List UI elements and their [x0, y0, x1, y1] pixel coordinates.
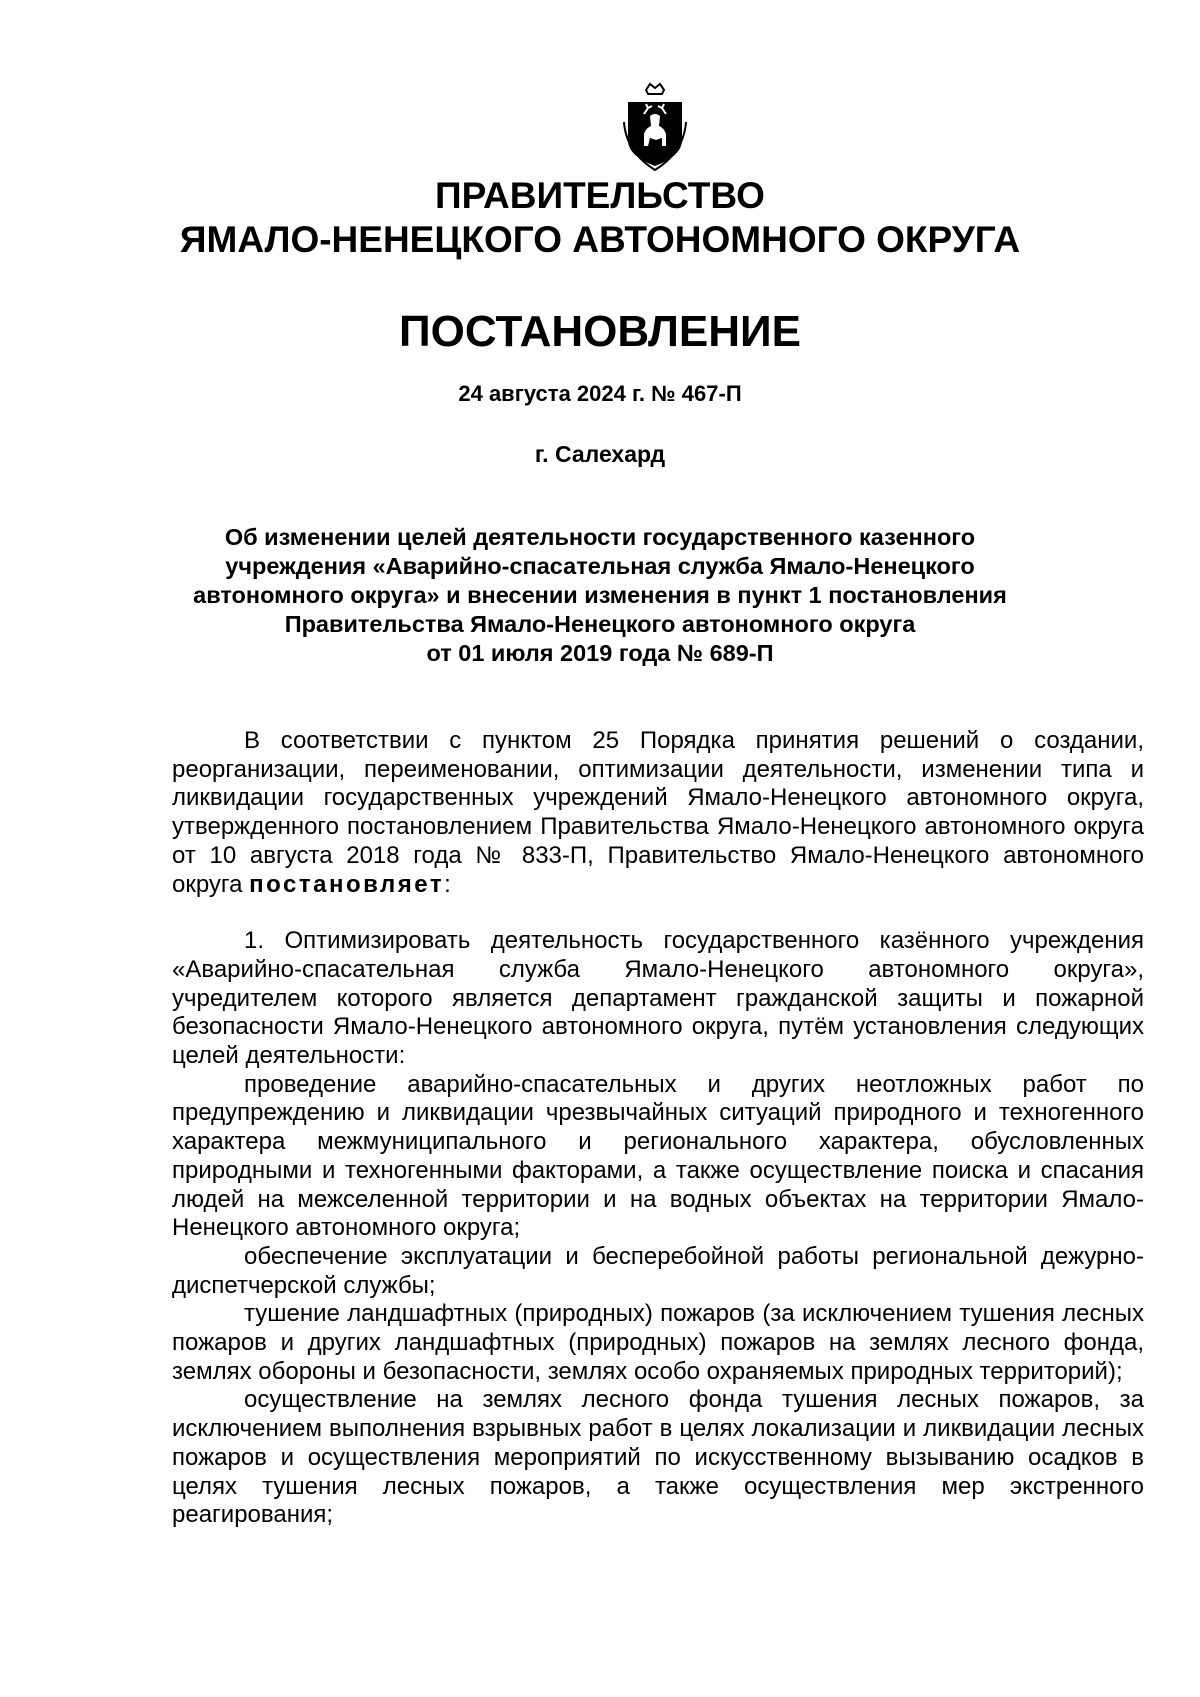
government-title-line1: ПРАВИТЕЛЬСТВО [435, 175, 765, 216]
document-type: ПОСТАНОВЛЕНИЕ [398, 307, 802, 356]
document-body [172, 727, 1144, 1530]
subject-line: от 01 июля 2019 года № 689-П [426, 640, 774, 666]
document-subject [160, 523, 1040, 668]
body-paragraph: 1. Оптимизировать деятельность государственного казённого учреждения «Аварийно-спасательная служба Ямало-Ненецкого автономного округа», учредителем которого является департамент гражданской защиты и пожарной безопасности Ямало-Ненецкого автономного округа, путём установления следующих целей деятельности: [172, 927, 1144, 1070]
subject-line: Об изменении целей деятельности государственного казенного [224, 524, 976, 550]
subject-line: учреждения «Аварийно-спасательная служба Ямало-Ненецкого [225, 553, 975, 579]
preamble-paragraph [172, 727, 1144, 899]
preamble-end: : [444, 870, 451, 898]
subject-line: Правительства Ямало-Ненецкого автономного округа [284, 611, 916, 637]
preamble-text: В соответствии с пунктом 25 Порядка принятия решений о создании, реорганизации, переименовании, оптимизации деятельности, изменении типа и ликвидации государственных учреждений Ямало-Ненецкого автономного округа, утвержденного постановлением Правительства Ямало-Ненецкого автономного округа от 10 августа 2018 года № 833-П, Правительство Ямало-Ненецкого автономного округа [172, 727, 1144, 898]
body-paragraph: обеспечение эксплуатации и бесперебойной работы региональной дежурно-диспетчерской службы; [172, 1242, 1144, 1299]
document-date-number: 24 августа 2024 г. № 467-П [458, 381, 742, 406]
decree-word: постановляет [249, 870, 445, 898]
subject-line: автономного округа» и внесении изменения в пункт 1 постановления [193, 582, 1007, 608]
coat-of-arms-icon [622, 82, 688, 172]
body-paragraph: тушение ландшафтных (природных) пожаров (за исключением тушения лесных пожаров и других ландшафтных (природных) пожаров на землях лесного фонда, землях обороны и безопасности, землях особо охраняемых природных территорий); [172, 1300, 1144, 1385]
document-city: г. Салехард [534, 441, 666, 467]
government-title-line2: ЯМАЛО-НЕНЕЦКОГО АВТОНОМНОГО ОКРУГА [179, 219, 1021, 260]
body-paragraph: осуществление на землях лесного фонда тушения лесных пожаров, за исключением выполнения взрывных работ в целях локализации и ликвидации лесных пожаров и осуществления мероприятий по искусственному вызыванию осадков в целях тушения лесных пожаров, а также осуществления мер экстренного реагирования; [172, 1386, 1144, 1529]
body-paragraph: проведение аварийно-спасательных и других неотложных работ по предупреждению и ликвидации чрезвычайных ситуаций природного и техногенного характера межмуниципального и регионального характера, обусловленных природными и техногенными факторами, а также осуществление поиска и спасания людей на межселенной территории и на водных объектах на территории Ямало-Ненецкого автономного округа; [172, 1070, 1144, 1242]
